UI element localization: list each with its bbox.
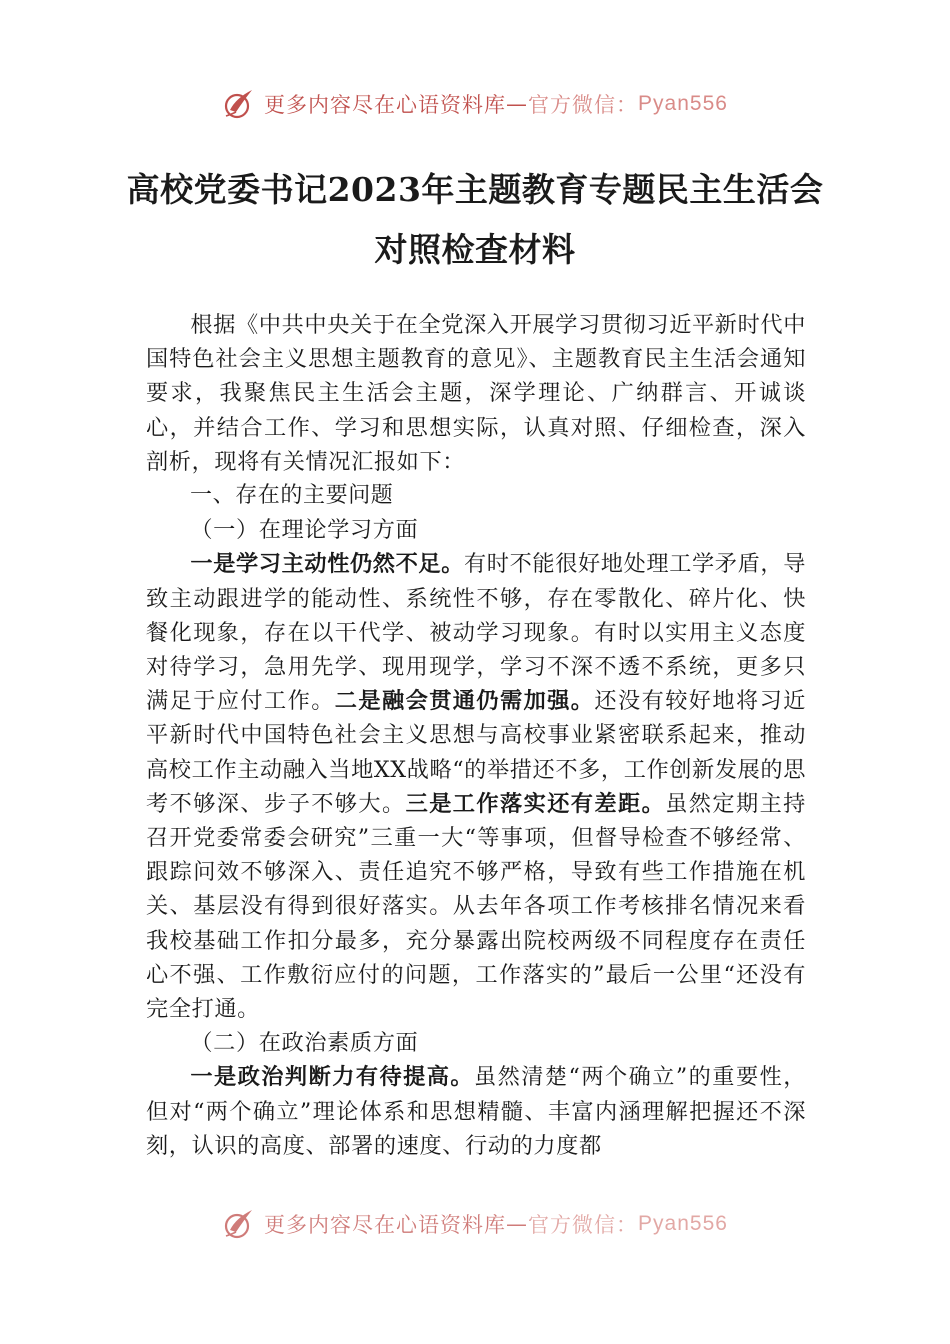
watermark-separator: — xyxy=(506,92,529,116)
point-heading: 一是学习主动性仍然不足。 xyxy=(190,551,464,578)
document-title: 高校党委书记2023年主题教育专题民主生活会对照检查材料 xyxy=(126,170,824,269)
quill-logo-icon xyxy=(222,1206,258,1242)
point-text: 还没有较好地将习近平新时代中国特色社会主义思想与高校事业紧密联系起来，推动高校工作主动融入当地XX战略“的举措还不多，工作创新发展的思考不够深、步子不够大。 xyxy=(146,688,806,817)
watermark-header xyxy=(0,84,950,124)
watermark-label: 更多内容尽在心语资料库 xyxy=(264,1213,507,1237)
watermark-footer xyxy=(0,1206,950,1242)
watermark-id: Pyan556 xyxy=(638,92,728,115)
watermark-wechat: 官方微信： xyxy=(528,1213,639,1237)
quill-logo-icon xyxy=(222,86,258,122)
watermark-label: 更多内容尽在心语资料库 xyxy=(264,93,507,117)
watermark-separator: — xyxy=(506,1212,529,1236)
document-body xyxy=(146,308,806,1163)
point-text: 虽然定期主持召开党委常委会研究”三重一大“等事项，但督导检查不够经常、跟踪问效不够深入、责任追究不够严格，导致有些工作措施在机关、基层没有得到很好落实。从去年各项工作考核排名情况来看我校基础工作扣分最多，充分暴露出院校两级不同程度存在责任心不强、工作敷衍应付的问题，工作落实的”最后一公里“还没有完全打通。 xyxy=(146,790,806,1023)
subsection-heading-theory: （一）在理论学习方面 xyxy=(190,517,419,544)
point-heading: 二是融会贯通仍需加强。 xyxy=(334,688,595,715)
watermark-id: Pyan556 xyxy=(638,1212,728,1235)
subsection-heading-politics: （二）在政治素质方面 xyxy=(190,1030,419,1057)
watermark-wechat: 官方微信： xyxy=(528,93,639,117)
point-heading: 一是政治判断力有待提高。 xyxy=(190,1064,475,1091)
point-text: 有时不能很好地处理工学矛盾，导致主动跟进学的能动性、系统性不够，存在零散化、碎片化、快餐化现象，存在以干代学、被动学习现象。有时以实用主义态度对待学习，急用先学、现用现学，学习不深不透不系统，更多只满足于应付工作。 xyxy=(146,551,806,715)
point-text: 虽然清楚“两个确立”的重要性，但对“两个确立”理论体系和思想精髓、丰富内涵理解把握还不深刻，认识的高度、部署的速度、行动的力度都 xyxy=(146,1064,807,1159)
paragraph-politics xyxy=(146,1060,806,1163)
section-heading: 一、存在的主要问题 xyxy=(190,483,394,509)
point-heading: 三是工作落实还有差距。 xyxy=(405,790,666,817)
intro-paragraph: 根据《中共中央关于在全党深入开展学习贯彻习近平新时代中国特色社会主义思想主题教育的意见》、主题教育民主生活会通知要求，我聚焦民主生活会主题，深学理论、广纳群言、开诚谈心，并结合工作、学习和思想实际，认真对照、仔细检查，深入剖析，现将有关情况汇报如下： xyxy=(146,312,806,475)
paragraph-theory xyxy=(146,547,806,1026)
